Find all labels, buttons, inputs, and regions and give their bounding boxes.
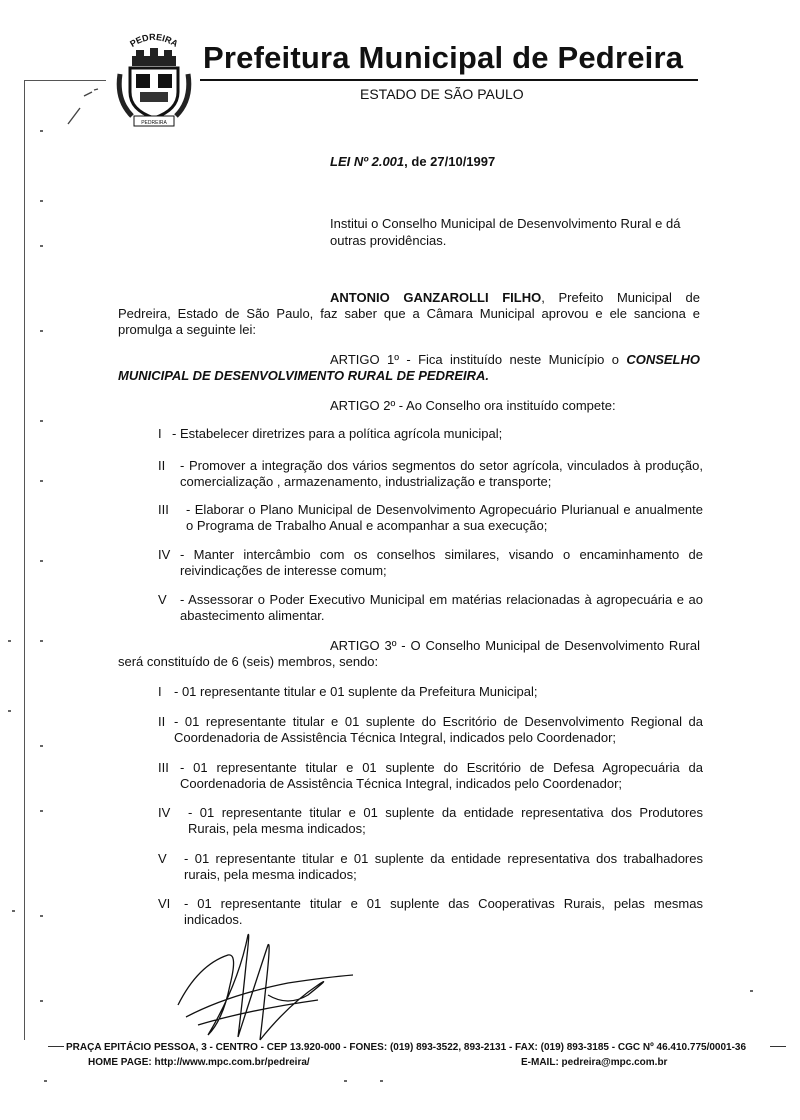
law-title [330, 154, 495, 169]
mayor-name: ANTONIO GANZAROLLI FILHO [330, 290, 542, 305]
frame-line-bottom-right [770, 1046, 786, 1047]
item-number: V [158, 592, 167, 607]
frame-line-bottom-left [48, 1046, 64, 1047]
artigo-1 [118, 352, 700, 384]
item-number: II [158, 458, 166, 473]
artigo-1-text: ARTIGO 1º - Fica instituído neste Município o [330, 352, 627, 367]
item-number: V [158, 851, 167, 866]
artigo-2-intro: ARTIGO 2º - Ao Conselho ora instituído compete: [330, 398, 616, 413]
law-title-number: 2.001 [371, 154, 405, 169]
crest-text-bottom: PEDREIRA [141, 120, 167, 126]
item-text: - Manter intercâmbio com os conselhos similares, visando o encaminhamento de reivindicações de interesse comum; [180, 547, 703, 578]
frame-line-top [24, 80, 106, 81]
artigo-2-item [158, 592, 703, 626]
item-text: - Estabelecer diretrizes para a política agrícola municipal; [172, 426, 503, 441]
item-text: - 01 representante titular e 01 suplente do Escritório de Defesa Agropecuária da Coordenadoria de Assistência Técnica Integral, indicados pelo Coordenador; [180, 760, 703, 791]
artigo-3-intro-text: ARTIGO 3º - O Conselho Municipal de Desenvolvimento Rural será constituído de 6 (seis) membros, sendo: [118, 638, 700, 669]
artigo-3-item [158, 714, 703, 748]
law-title-date: , de 27/10/1997 [404, 154, 496, 169]
margin-mark-icon [58, 88, 108, 128]
svg-text:PEDREIRA [128, 32, 180, 49]
item-number: VI [158, 896, 171, 911]
header-divider [200, 79, 698, 81]
item-text: - Assessorar o Poder Executivo Municipal em matérias relacionadas à agropecuária e ao abastecimento alimentar. [180, 592, 703, 623]
footer-address: PRAÇA EPITÁCIO PESSOA, 3 - CENTRO - CEP 13.920-000 - FONES: (019) 893-3522, 893-2131 - FAX: (019) 893-3185 - CGC Nº 46.410.775/0001-36 [66, 1042, 747, 1053]
item-number: I [158, 426, 162, 441]
item-number: III [158, 760, 169, 775]
footer-email[interactable]: E-MAIL: pedreira@mpc.com.br [521, 1057, 668, 1068]
item-text: - 01 representante titular e 01 suplente da Prefeitura Municipal; [174, 684, 538, 699]
header-subtitle: ESTADO DE SÃO PAULO [360, 86, 524, 102]
artigo-3-item [158, 760, 703, 794]
footer-homepage[interactable]: HOME PAGE: http://www.mpc.com.br/pedreira/ [88, 1057, 310, 1068]
crest-text-top: PEDREIRA [128, 31, 180, 49]
item-number: I [158, 684, 162, 699]
artigo-3-item [158, 805, 703, 839]
item-text: - 01 representante titular e 01 suplente da entidade representativa dos Produtores Rurais, pela mesma indicados; [188, 805, 703, 836]
item-number: III [158, 502, 169, 517]
municipal-crest [116, 30, 192, 128]
item-text: - 01 representante titular e 01 suplente do Escritório de Desenvolvimento Regional da Coordenadoria de Assistência Técnica Integral, indicados pelo Coordenador; [174, 714, 703, 745]
law-summary: Institui o Conselho Municipal de Desenvolvimento Rural e dá outras providências. [330, 216, 681, 248]
law-title-prefix: LEI Nº [330, 154, 368, 169]
frame-line-left [24, 80, 25, 1040]
item-text: - Promover a integração dos vários segmentos do setor agrícola, vinculados à produção, comercialização , armazenamento, industrialização e transporte; [180, 458, 703, 489]
item-number: II [158, 714, 166, 729]
page-title: Prefeitura Municipal de Pedreira [203, 40, 684, 75]
artigo-3-item [158, 851, 703, 885]
item-number: IV [158, 547, 171, 562]
artigo-2-item [158, 547, 703, 581]
artigo-3-item [158, 684, 703, 702]
artigo-2-item [158, 502, 703, 536]
preamble-text: , Prefeito Municipal de Pedreira, Estado de São Paulo, faz saber que a Câmara Municipal aprovou e ele sanciona e promulga a seguinte lei: [118, 290, 700, 337]
item-text: - 01 representante titular e 01 suplente da entidade representativa dos trabalhadores rurais, pela mesma indicados; [184, 851, 703, 882]
preamble [118, 290, 700, 338]
artigo-2-item [158, 458, 703, 492]
item-text: - 01 representante titular e 01 suplente das Cooperativas Rurais, pelas mesmas indicados. [184, 896, 703, 927]
mayor-signature [168, 925, 358, 1045]
item-text: - Elaborar o Plano Municipal de Desenvolvimento Agropecuário Plurianual e anualmente o Programa de Trabalho Anual e acompanhar a sua execução; [186, 502, 703, 533]
artigo-1-emphasis: CONSELHO MUNICIPAL DE DESENVOLVIMENTO RURAL DE PEDREIRA. [118, 352, 700, 383]
item-number: IV [158, 805, 171, 820]
artigo-3-intro [118, 638, 700, 670]
artigo-2-item [158, 426, 703, 444]
